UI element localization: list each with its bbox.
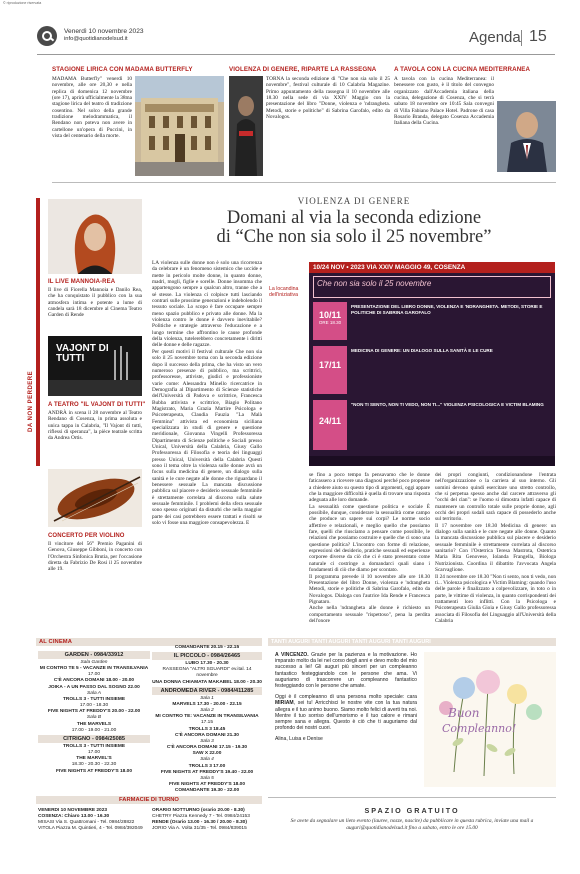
cinema-line: FIVE NIGHTS AT FREDDY'S 18.00	[55, 768, 133, 774]
spazio-gratuito-title: SPAZIO GRATUITO	[364, 806, 460, 815]
poster-date3: 24/11	[318, 416, 342, 426]
auguri-name-vincenzo: A VINCENZO.	[275, 652, 309, 658]
poster-time: ORE 18.30	[318, 320, 342, 325]
page-number: 15	[529, 28, 547, 45]
cinema-line: THE MARVEL'S	[76, 756, 112, 762]
cinema-line: UNA DONNA CHIAMATA MAKABEL 18.00 - 20.30	[152, 679, 262, 685]
cinema-line: JOIKA - A UN PASSO DAL SOGNO 22.00	[48, 684, 140, 690]
card-text-compleanno: Compleanno!	[442, 722, 517, 735]
auguri-signature: Alina, Luisa e Denise	[275, 736, 323, 743]
auguri-header-bar	[268, 638, 556, 646]
rosario-branda-photo	[497, 101, 556, 172]
teatro-rendano-photo	[135, 76, 224, 176]
poster-top-banner: 10/24 NOV • 2023 VIA XXIV MAGGIO 49, COSENZA	[313, 264, 466, 271]
cinema-line: THE MARVELS	[76, 721, 112, 727]
top-article-body: A tavola con la cucina Mediterranea: il benessere con gusto, è il titolo del convegno organizzato dall'Accademia italiana della cucina, delegazione di Cosenza, che si terrà sabato 18 novembre ore 10:45 Sala convegni di Villa Fabiano Palace Hotel. Padrone di casa Rosario Branda, delegato Cosenza Accademia Italiana della Cucina.	[394, 76, 494, 127]
cinema-line: FIVE NIGHTS AT FREDDY'S 20.00 - 22.00	[47, 709, 141, 715]
vajont-poster-text: VAJONT DI TUTTI	[56, 343, 109, 364]
top-article-1-title-wrap	[52, 66, 224, 76]
cinema-line: Sala 4	[200, 757, 214, 763]
main-article-col3: dei propri congiunti, condizionandone l'entrata nell'organizzazione o la carriera al suo interno. Gli uomini devono quindi esercitare uno stretto controllo, che si perpetua spesso anche dal carcere attraverso gli "occhi del clan": se l'uomo si dimostra infatti capace di mantenere un controllo totale sulle proprie donne, agli occhi dei propri sodali sarà capace di possederlo anche sul territorio. Il 17 novembre ore 18.30 Medicina di genere: un dialogo sulla sanità e le cure negate alle donne. Quanto la mancata discussione pubblica sul piacere e desiderio sessuale femminile è strettamente correlata al discorso sanitario? Con l'Ostetrica Teresa Mastrota, Ostetrica Maria Rita Genovese, Iolanda Frangella, Biologa Nutrizionista. Coordina il dibattito l'avvocata Angela Scarvaglione. Il 24 novembre ore 18.30 "Non ti sento, non ti vedo, non ti... Violenza psicologica e Victim Blaming: quando l'uso delle parole è finalizzato a colpevolizzare, in toto o in parte, le vittime di violenza, in quanto corrispondenti dei trattamenti loro inflitti. Con la Psicologa e Psicoterapeuta Giulia Gioia e Giusy Gallo professoressa associata di Filosofia del Linguaggio all'Università della Calabria	[435, 472, 556, 624]
cinema-listings-right	[152, 645, 262, 794]
newspaper-logo	[37, 26, 57, 46]
cinema-line: TROLLS 3 17.00	[188, 763, 226, 769]
spazio-gratuito-text: Se avete da segnalare un lieto evento (lauree, nozze, nascite) da pubblicare in questa rubrica, inviate una mail a auguri@quotidianodelsud.it fino a sabato, entro le ore 15.00	[290, 818, 534, 831]
cinema-line: 18.30 - 20.30 - 22.30	[71, 762, 117, 768]
woman-silhouette-photo	[229, 76, 263, 176]
main-kicker: VIOLENZA DI GENERE	[297, 196, 411, 206]
main-kicker-wrap	[152, 196, 556, 206]
cinema-line: FIVE NIGHTS AT FREDDY'S 19.40 - 22.00	[160, 769, 254, 775]
main-headline-line1: Domani al via la seconda edizione	[226, 208, 482, 228]
auguri-message: Oggi è il compleanno di una persona molto speciale: cara	[275, 694, 417, 701]
cinema-line: LUBO 17.30 - 20.30	[185, 661, 229, 667]
cinema-line: Sala Garden	[80, 660, 108, 665]
pharmacy-list-right	[152, 808, 262, 833]
pharmacy-line: RENDE (Orario 13.00 - 16.30 / 20.00 - 8.30)	[152, 820, 247, 826]
top-article-body: TORNA la seconda edizione di "Che non sia solo il 25 novembre", festival culturale di 10 Calabria Magazine. Primo appuntamento della rassegna il 10 novembre alle 18.30 nella sede di via XXIV Maggio con la presentazione del libro "Donne, violenza e 'ndrangheta. Metodi, storie e politiche" di Sabrina Garofalo, edito da Novalogos.	[266, 76, 390, 121]
top-article-2-title-wrap	[229, 66, 391, 73]
sidebar-item-title: IL LIVE MANNOIA-REA	[48, 279, 116, 285]
main-headline-line2: di “Che non sia solo il 25 novembre”	[216, 227, 492, 247]
cinema-line: 17.00	[87, 672, 100, 678]
top-article-title: STAGIONE LIRICA CON MADAMA BUTTERFLY	[52, 66, 193, 73]
festival-poster	[309, 262, 555, 466]
cinema-line: TROLLS 3 - TUTTI INSIEME	[62, 743, 126, 749]
pharmacy-line: JORIO Via A. Volta 31/35 - Tel. 0984/839015	[152, 826, 247, 832]
cinema-line: COMANDANTE 19.30 - 22.00	[174, 788, 240, 794]
cinema-line: FIVE NIGHTS AT FREDDY'S 18.00	[168, 781, 246, 787]
main-headline	[152, 209, 556, 247]
top-article-body: MADAMA Butterfly" venerdì 10 novembre, alle ore 20,30 e nella replica di domenica 12 novembre (ore 17), aprirà ufficialmente la 38ma stagione lirica del teatro di tradizione cosentino. Nel solco della grande tradizione melodrammatica, il Rendano non poteva non avere in cartellone un'opera di Puccini, in vista del centenario della morte.	[52, 76, 132, 140]
main-article-col1: LA violenza sulle donne non è solo una ricorrenza da celebrare è un fenomeno sistemico che uccide e mette in pericolo molte donne, in quanto donne, madri, mogli, figlie e sorelle. Donne insomma che appartengono sempre a qualcun altro, tranne che a sé stesse. La violenza ci colpisce tutti lasciando contrari sulle prossime generazioni e indebolendo il tessuto sociale. Lo scopo è fare occupare sempre meno spazio pubblico e privato alle donne. Ma la violenza contro le donne è davvero inevitabile? Politiche e strategie attraverso l'educazione e a lungo termine che affrontino le cause profonde della violenza, tutelerebbero concretamente i diritti delle donne e delle ragazze. Per questi motivi il festival culturale Che non sia solo il 25 novembre torna con la seconda edizione dopo il successo della prima, che ha visto un vero numeroso presenze di pubblico, ma scrittrici, professoresse, attiviste, giudici e professioniste varie come: Alessandra Minello ricercatrice in Demografia al Dipartimento di Scienze statistiche dell'Università di Padova e scrittrice, Francesca Bubba attivista e scrittrice, Biagio Politano Magistrato, Maria Grazia Martire Psicologa e Psicoterapeuta, Claudia Fauzia "La Malà Femmina" attivista ed economista siciliana specializzata in studi di genere e questione meridionale, Giovanna Vingelli Professoressa Dipartimento di Scienze politiche e Sociali presso Unical, Università della Calabria, Giusy Gallo Professoressa di Filosofia e teoria dei linguaggi presso Unical, Università della Calabria Questi sono il tema oltre la violenza sulle donne avrà un focus sulla medicina di genere, un dialogo sulla sanità e le cure negate alle donne che riguardano il benessere sessuale La mancata discussione pubblica sul piacere e desiderio sessuale femminile è strettamente correlata al discorso sulla salute sessuale femminile. I problemi della sfera sessuale sono spesso originati da disturbi che nella maggior parte dei casi potrebbero essere trattati e risolti se solo vi fosse una maggiore consapevolezza. E	[152, 260, 262, 527]
poster-event3: "NON TI SENTO, NON TI VEDO, NON TI..." VIOLENZA PSICOLOGICA E VICTIM BLAMING	[351, 402, 544, 407]
card-text-buon: Buon	[448, 706, 480, 720]
cinema-line: Sala 1	[200, 695, 214, 701]
section-title: Agenda	[469, 29, 521, 46]
cinema-line: C'È ANCORA DOMANI 18.00 - 20.00	[53, 678, 135, 684]
cinema-section-label: AL CINEMA	[39, 639, 72, 645]
cinema-line: MI CONTRO TE: VACANZE IN TRANSILVANIA	[155, 714, 259, 720]
pharmacy-line: MISASI Via S. Quattromani - Tel. 0984/28822	[38, 820, 135, 826]
cinema-line: C'È ANCORA DOMANI 17.15 - 19.30	[166, 745, 248, 751]
cinema-line: MI CONTRO TE 5 - VACANZE IN TRANSILVANIA	[39, 666, 149, 672]
cinema-venue: GARDEN - 0984/33912	[38, 651, 150, 659]
sidebar-accent-bar	[36, 198, 40, 466]
cinema-line: 17.00	[87, 750, 100, 756]
sidebar-vertical-label: DA NON PERDERE	[28, 370, 34, 432]
pharmacy-header-bar	[36, 796, 262, 804]
poster-event2: MEDICINA DI GENERE: UN DIALOGO SULLA SANITÀ E LE CURE	[351, 348, 493, 353]
cinema-line: MARVELS 17.30 - 20.00 - 22.15	[172, 701, 242, 707]
sidebar-item-body: Il live di Fiorella Mannoia e Danilo Rea, che ha conquistato il pubblico con la sua atmosfera intima e potente a lume di candela sarà 18 dicembre al Cinema Teatro Garden di Rende	[48, 287, 142, 319]
cinema-venue: CITRIGNO - 0984/25085	[38, 735, 150, 743]
main-article-col2: se fino a poco tempo fa pensavamo che le donne faticassero a ricevere una diagnosi perché poco propense a chiedere aiuto su questo tipo di argomenti, oggi appare che la maggiore difficoltà è quella di trovare una risposta adeguata alle loro domande. La sessualità come questione politica e sociale È possibile, dunque, considerare la sessualità come campo che produce un sapere sui corpi? Le norme socio affettive e relazionali, e meglio quello che possiamo fare, quelli che riusciamo a pensare come possibile, le relazioni che possiamo costruire e quelle che ci sono una questione politica? L'incontro con forme di relazione, espressioni del desiderio, pratiche sessuali ed esperienze corporee diverse da ciò che ci è stato presentato come naturale ci costringe a domandarci quali siano i fondamenti di ciò che diamo per scontato. Il programma prevede il 10 novembre alle ore 18.30 Presentazione del libro Donne, violenza e 'ndrangheta Metodi, storie e politiche di Sabrina Garofalo, edito da Novalogos. Dialoga con l'autrice Ida Rende e Francesca Pignataro. Anche nella 'ndrangheta alle donne è richiesto un comportamento sessuale "rispettoso", pena la perdita dell'onore	[309, 472, 430, 624]
poster-caption: La locandina dell'iniziativa	[269, 286, 299, 299]
pharmacy-line: CHETRY Piazza Kennedy 7 - Tel. 0984/24153	[152, 814, 250, 820]
pharmacy-line: COSENZA: Chiaro 13.00 - 16.30	[38, 814, 110, 820]
auguri-message: Grazie per la pazienza e la motivazione. Ho imparato molto da lei nel corso degli anni e devo molto del mio successo a lei! Gli auguri più sinceri per un compleanno fantastico festeggiandolo con le persone che ama. Vi auguriamo di trascorrere un compleanno fantastico festeggiando con le persone che amate.	[275, 652, 417, 690]
auguri-text	[275, 652, 417, 743]
poster-title: Che non sia solo il 25 novembre	[317, 279, 432, 288]
sidebar-item-title: CONCERTO PER VIOLINO	[48, 533, 125, 539]
auguri-label: TANTI AUGURI TANTI AUGURI TANTI AUGURI TANTI AUGURI	[271, 639, 431, 645]
sidebar-item-body: Il vincitore del 56° Premio Paganini di Genova, Giuseppe Gibboni, in concerto con l'Orchestra Sinfonica Brutia, per l'occasione diretta da Fabrizio De Rosi il 25 novembre alle 19.	[48, 541, 142, 573]
cinema-line: TROLLS 3 - TUTTI INSIEME	[62, 696, 126, 702]
cinema-listings-left	[38, 650, 150, 775]
header-email[interactable]: info@quotidianodelsud.it	[64, 36, 128, 42]
cinema-line: Sala 2	[200, 708, 214, 714]
header-date: Venerdì 10 novembre 2023	[64, 28, 144, 35]
auguri-name-miriam: MIRIAM	[275, 700, 294, 707]
auguri-message: , sei tu! Arricchisci le nostre vite con la tua natura allegra e il tuo animo buono. Siamo molto felici di averti tra noi. Mentre il tuo sorriso dell'umorismo e il tuo calore e rimani sempre sana e allegra. Questo è ciò che ti auguriamo dal profondo dei nostri cuori.	[275, 700, 417, 732]
cinema-line: TROLLS 3 18.45	[188, 726, 226, 732]
pharmacy-line: VENERDI 10 NOVEMBRE 2023	[38, 808, 108, 813]
top-article-title: A TAVOLA CON LA CUCINA MEDITERRANEA	[394, 66, 531, 73]
sidebar-item-title: A TEATRO "IL VAJONT DI TUTTI"	[48, 402, 146, 408]
cinema-line: C'È ANCORA DOMANI 21.30	[175, 732, 239, 738]
page-header	[37, 22, 555, 52]
birthday-card-illustration	[424, 652, 556, 787]
cinema-venue: ANDROMEDA RIVER - 0984/411285	[152, 687, 262, 695]
cinema-line: Sala B	[86, 715, 102, 721]
poster-date1: 10/11	[318, 310, 342, 320]
pharmacy-list-left	[38, 808, 148, 833]
copyright-notice: © riproduzione riservata	[3, 1, 42, 5]
top-article-title: VIOLENZA DI GENERE, RIPARTE LA RASSEGNA	[229, 66, 377, 73]
pharmacy-line: ORARIO NOTTURNO (orario 20.00 - 8.30)	[152, 808, 245, 813]
violin-photo	[48, 469, 142, 527]
cinema-venue: IL PICCOLO - 0984/26465	[152, 652, 262, 660]
poster-date2: 17/11	[318, 360, 342, 370]
cinema-line: COMANDANTE 20.15 - 22.15	[174, 645, 240, 650]
cinema-line: 17.00 - 18.30	[79, 703, 109, 709]
sidebar-item-body: ANDRÀ in scena il 28 novembre al Teatro Rendano di Cosenza, in prima assoluta e unica tappa in Calabria, "Il Vajont di tutti, riflessi di speranza", la pièce teatrale scritta da Andrea Ortis.	[48, 410, 142, 442]
cinema-line: 17.15	[200, 720, 213, 726]
cinema-line: Sala A	[87, 690, 101, 696]
cinema-line: Sala 5	[200, 775, 214, 781]
cinema-line: 17.00 - 19.00 - 21.00	[71, 727, 117, 733]
cinema-line: SAW X 22.00	[192, 751, 222, 757]
top-article-3-title-wrap	[394, 66, 556, 73]
cinema-line: Sala 3	[200, 738, 214, 744]
pharmacy-label: FARMACIE DI TURNO	[119, 797, 179, 803]
mannoia-rea-photo	[48, 199, 142, 274]
cinema-line: RASSEGNA "ALTRI SGUARDI" ev.ital. 14 novembre	[162, 667, 252, 679]
pharmacy-line: VITOLA Piazza M. Quintieri, 4 - Tel. 0984/392049	[38, 826, 143, 832]
poster-event1: PRESENTAZIONE DEL LIBRO DONNE, VIOLENZA E 'NDRANGHETA. METODI, STORIE E POLITICHE DI SABRINA GAROFALO	[351, 304, 543, 315]
